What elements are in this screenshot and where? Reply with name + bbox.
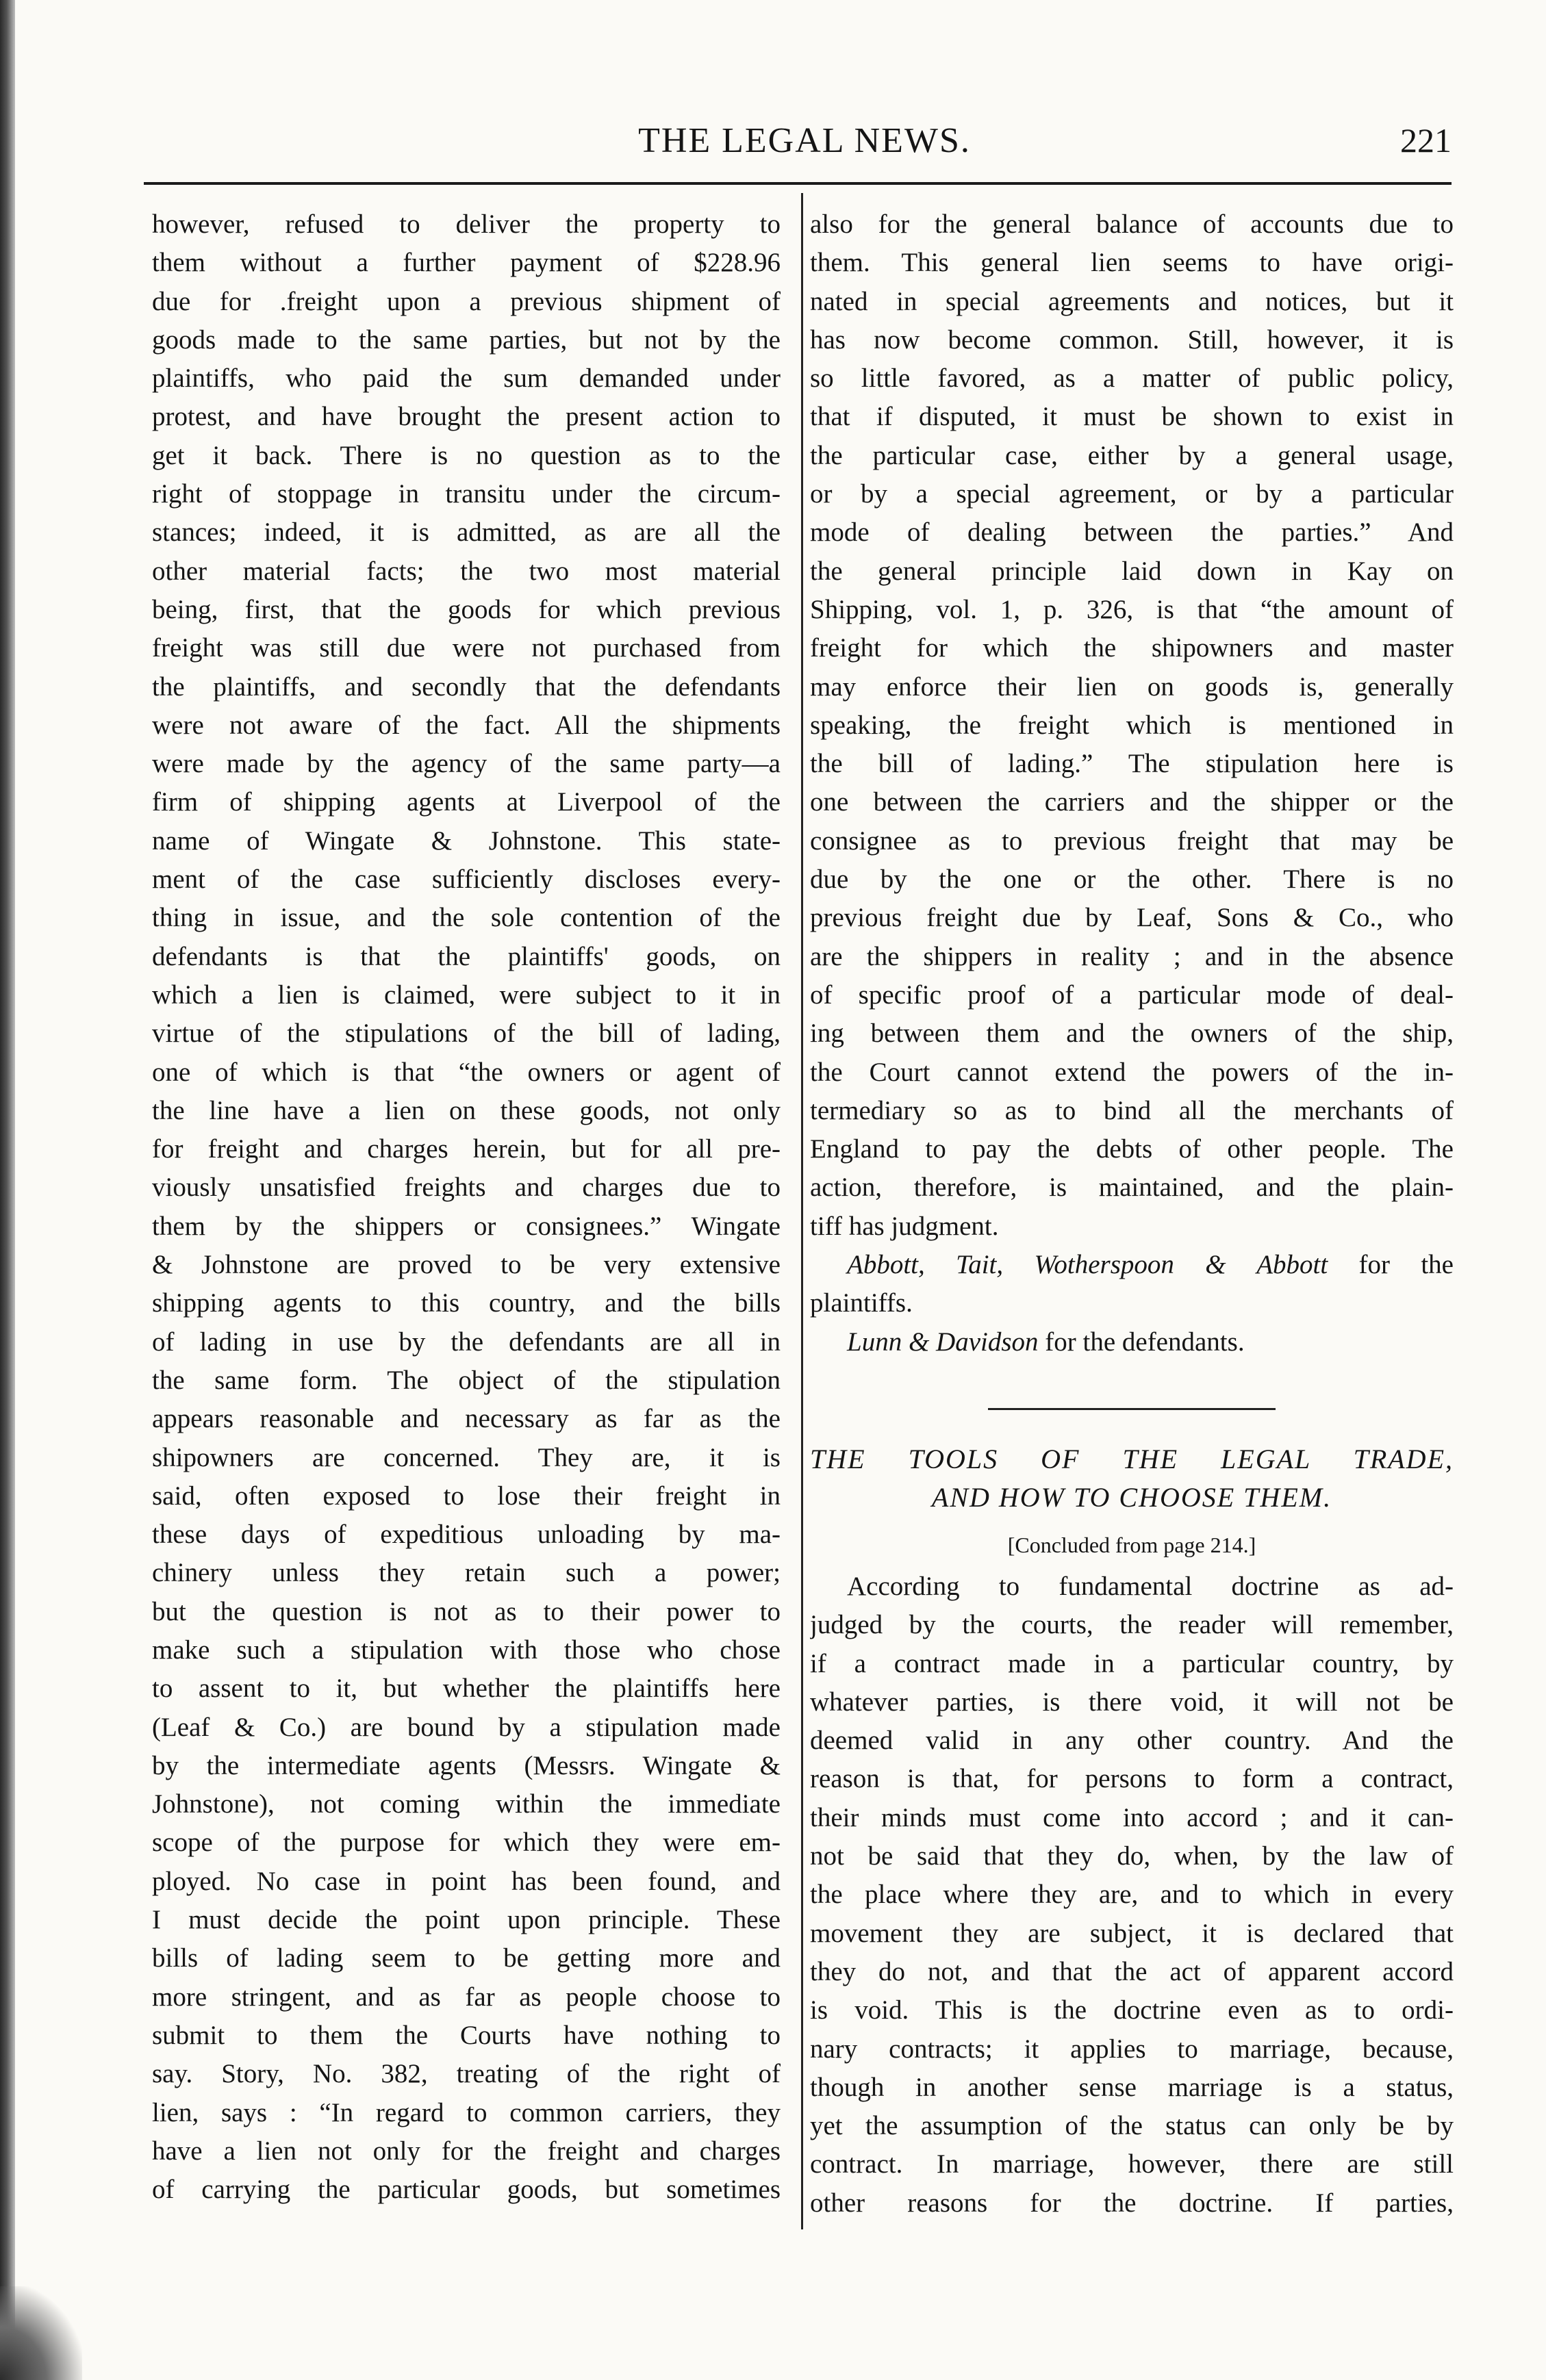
counsel-defendants-role: for the defendants. (1038, 1327, 1245, 1357)
page-number: 221 (1400, 121, 1452, 159)
text-line: action, therefore, is maintained, and the plain- (810, 1173, 1454, 1203)
text-line: for freight and charges herein, but for all pre- (152, 1134, 781, 1164)
article-continuation-note: [Concluded from page 214.] (1007, 1533, 1256, 1557)
article-text-line: though in another sense marriage is a status, (810, 2072, 1454, 2102)
text-line: the general principle laid down in Kay on (810, 556, 1454, 586)
text-line: to assent to it, but whether the plaintiffs here (152, 1674, 781, 1704)
text-line: the line have a lien on these goods, not only (152, 1095, 781, 1125)
text-line: chinery unless they retain such a power; (152, 1558, 781, 1588)
counsel-defendants-line (810, 1323, 1454, 1361)
text-line: England to pay the debts of other people. The (810, 1134, 1454, 1164)
text-line: plaintiffs, who paid the sum demanded under (152, 363, 781, 394)
section-divider-rule (988, 1408, 1276, 1410)
article-text-line: if a contract made in a particular country, by (810, 1648, 1454, 1678)
text-line: ment of the case sufficiently discloses every- (152, 865, 781, 895)
text-line: due for .freight upon a previous shipment of (152, 286, 781, 316)
text-line: of lading in use by the defendants are all in (152, 1327, 781, 1357)
text-line: goods made to the same parties, but not by the (152, 324, 781, 355)
text-line: defendants is that the plaintiffs' goods, on (152, 941, 781, 971)
text-line: the Court cannot extend the powers of the in- (810, 1057, 1454, 1087)
text-line: of specific proof of a particular mode of deal- (810, 980, 1454, 1010)
text-line: also for the general balance of accounts due to (810, 209, 1454, 239)
text-line: stances; indeed, it is admitted, as are all the (152, 517, 781, 548)
article-text-line: other reasons for the doctrine. If parties, (810, 2188, 1454, 2218)
text-line: lien, says : “In regard to common carriers, they (152, 2097, 781, 2127)
text-line: said, often exposed to lose their freight in (152, 1481, 781, 1511)
text-line: protest, and have brought the present action to (152, 402, 781, 432)
counsel-defendants-names: Lunn & Davidson (847, 1327, 1039, 1357)
article-text-line: their minds must come into accord ; and it can- (810, 1802, 1454, 1832)
article-text-line: reason is that, for persons to form a contract, (810, 1764, 1454, 1794)
text-line: that if disputed, it must be shown to exist in (810, 402, 1454, 432)
left-column (152, 205, 781, 2209)
article-title-line-2: AND HOW TO CHOOSE THEM. (931, 1482, 1332, 1513)
text-line: one between the carriers and the shipper or the (810, 787, 1454, 817)
text-line: make such a stipulation with those who chose (152, 1635, 781, 1665)
counsel-plaintiffs-line (810, 1246, 1454, 1284)
text-line: I must decide the point upon principle. These (152, 1905, 781, 1935)
text-line: the bill of lading.” The stipulation here is (810, 749, 1454, 779)
text-line: are the shippers in reality ; and in the absence (810, 941, 1454, 971)
article-body (810, 1568, 1454, 2223)
text-line: other material facts; the two most material (152, 556, 781, 586)
text-line: scope of the purpose for which they were em- (152, 1828, 781, 1858)
article-text-line: movement they are subject, it is declared that (810, 1918, 1454, 1948)
text-line: ployed. No case in point has been found, and (152, 1866, 781, 1896)
text-line: so little favored, as a matter of public policy, (810, 363, 1454, 394)
text-line: the particular case, either by a general usage, (810, 440, 1454, 470)
text-line: the plaintiffs, and secondly that the defendants (152, 671, 781, 702)
text-line: more stringent, and as far as people choose to (152, 1982, 781, 2012)
article-text-line: nary contracts; it applies to marriage, because, (810, 2034, 1454, 2064)
text-line: which a lien is claimed, were subject to it in (152, 980, 781, 1010)
text-line: one of which is that “the owners or agent of (152, 1057, 781, 1087)
running-header (157, 120, 1452, 175)
counsel-plaintiffs-line-2: plaintiffs. (810, 1288, 913, 1318)
text-line: Johnstone), not coming within the immediate (152, 1789, 781, 1819)
text-line: termediary so as to bind all the merchants of (810, 1095, 1454, 1125)
counsel-plaintiffs-role: for the (1328, 1250, 1454, 1280)
text-line: say. Story, No. 382, treating of the right of (152, 2059, 781, 2089)
text-line: speaking, the freight which is mentioned in (810, 710, 1454, 740)
text-line: being, first, that the goods for which previous (152, 594, 781, 624)
text-line: of carrying the particular goods, but sometimes (152, 2175, 781, 2205)
article-text-line: deemed valid in any other country. And the (810, 1726, 1454, 1756)
text-line: them. This general lien seems to have origi- (810, 248, 1454, 278)
text-line: them by the shippers or consignees.” Wingate (152, 1211, 781, 1241)
text-line: consignee as to previous freight that may be (810, 826, 1454, 856)
text-line: appears reasonable and necessary as far as the (152, 1404, 781, 1434)
header-rule (144, 182, 1452, 185)
text-line: the same form. The object of the stipulation (152, 1365, 781, 1395)
text-line: by the intermediate agents (Messrs. Wingate & (152, 1750, 781, 1780)
text-line: (Leaf & Co.) are bound by a stipulation made (152, 1712, 781, 1742)
article-text-line: According to fundamental doctrine as ad- (847, 1572, 1454, 1601)
text-line: or by a special agreement, or by a particular (810, 479, 1454, 509)
text-line: firm of shipping agents at Liverpool of the (152, 787, 781, 817)
counsel-plaintiffs-names: Abbott, Tait, Wotherspoon & Abbott (847, 1250, 1328, 1280)
text-line: but the question is not as to their power to (152, 1596, 781, 1626)
book-binding-edge (0, 0, 15, 2380)
text-line: freight for which the shipowners and master (810, 633, 1454, 663)
article-title (810, 1440, 1454, 1517)
text-line: has now become common. Still, however, it is (810, 324, 1454, 355)
text-line: get it back. There is no question as to the (152, 440, 781, 470)
text-line: previous freight due by Leaf, Sons & Co., who (810, 903, 1454, 933)
text-line: bills of lading seem to be getting more and (152, 1943, 781, 1973)
article-title-line-1: THE TOOLS OF THE LEGAL TRADE, (810, 1444, 1454, 1474)
text-line: nated in special agreements and notices, but it (810, 286, 1454, 316)
journal-title: THE LEGAL NEWS. (638, 121, 971, 160)
article-text-line: whatever parties, is there void, it will not be (810, 1687, 1454, 1717)
article-text-line: contract. In marriage, however, there are still (810, 2149, 1454, 2179)
article-text-line: yet the assumption of the status can only be by (810, 2111, 1454, 2141)
text-line: right of stoppage in transitu under the circum- (152, 479, 781, 509)
text-line: were not aware of the fact. All the shipments (152, 710, 781, 740)
text-line: tiff has judgment. (810, 1211, 999, 1241)
text-line: however, refused to deliver the property to (152, 209, 781, 239)
article-text-line: is void. This is the doctrine even as to ordi- (810, 1995, 1454, 2025)
text-line: these days of expeditious unloading by ma- (152, 1520, 781, 1550)
text-line: & Johnstone are proved to be very extensive (152, 1250, 781, 1280)
text-line: Shipping, vol. 1, p. 326, is that “the amount of (810, 594, 1454, 624)
text-line: thing in issue, and the sole contention of the (152, 903, 781, 933)
text-line: them without a further payment of $228.96 (152, 248, 781, 278)
article-text-line: the place where they are, and to which in every (810, 1880, 1454, 1910)
article-text-line: not be said that they do, when, by the law of (810, 1841, 1454, 1871)
text-line: name of Wingate & Johnstone. This state- (152, 826, 781, 856)
article-text-line: judged by the courts, the reader will remember, (810, 1610, 1454, 1640)
text-line: were made by the agency of the same party—a (152, 749, 781, 779)
text-line: mode of dealing between the parties.” And (810, 517, 1454, 548)
text-line: virtue of the stipulations of the bill of lading, (152, 1019, 781, 1049)
article-text-line: they do not, and that the act of apparent accord (810, 1956, 1454, 1986)
text-line: freight was still due were not purchased from (152, 633, 781, 663)
text-line: may enforce their lien on goods is, generally (810, 671, 1454, 702)
text-line: due by the one or the other. There is no (810, 865, 1454, 895)
right-column (810, 205, 1454, 1361)
text-line: have a lien not only for the freight and charges (152, 2136, 781, 2166)
text-line: shipowners are concerned. They are, it is (152, 1442, 781, 1472)
text-line: submit to them the Courts have nothing to (152, 2020, 781, 2050)
column-divider (801, 193, 803, 2229)
binding-shadow (0, 2286, 82, 2380)
text-line: shipping agents to this country, and the bills (152, 1288, 781, 1318)
text-line: viously unsatisfied freights and charges due to (152, 1173, 781, 1203)
text-line: ing between them and the owners of the ship, (810, 1019, 1454, 1049)
